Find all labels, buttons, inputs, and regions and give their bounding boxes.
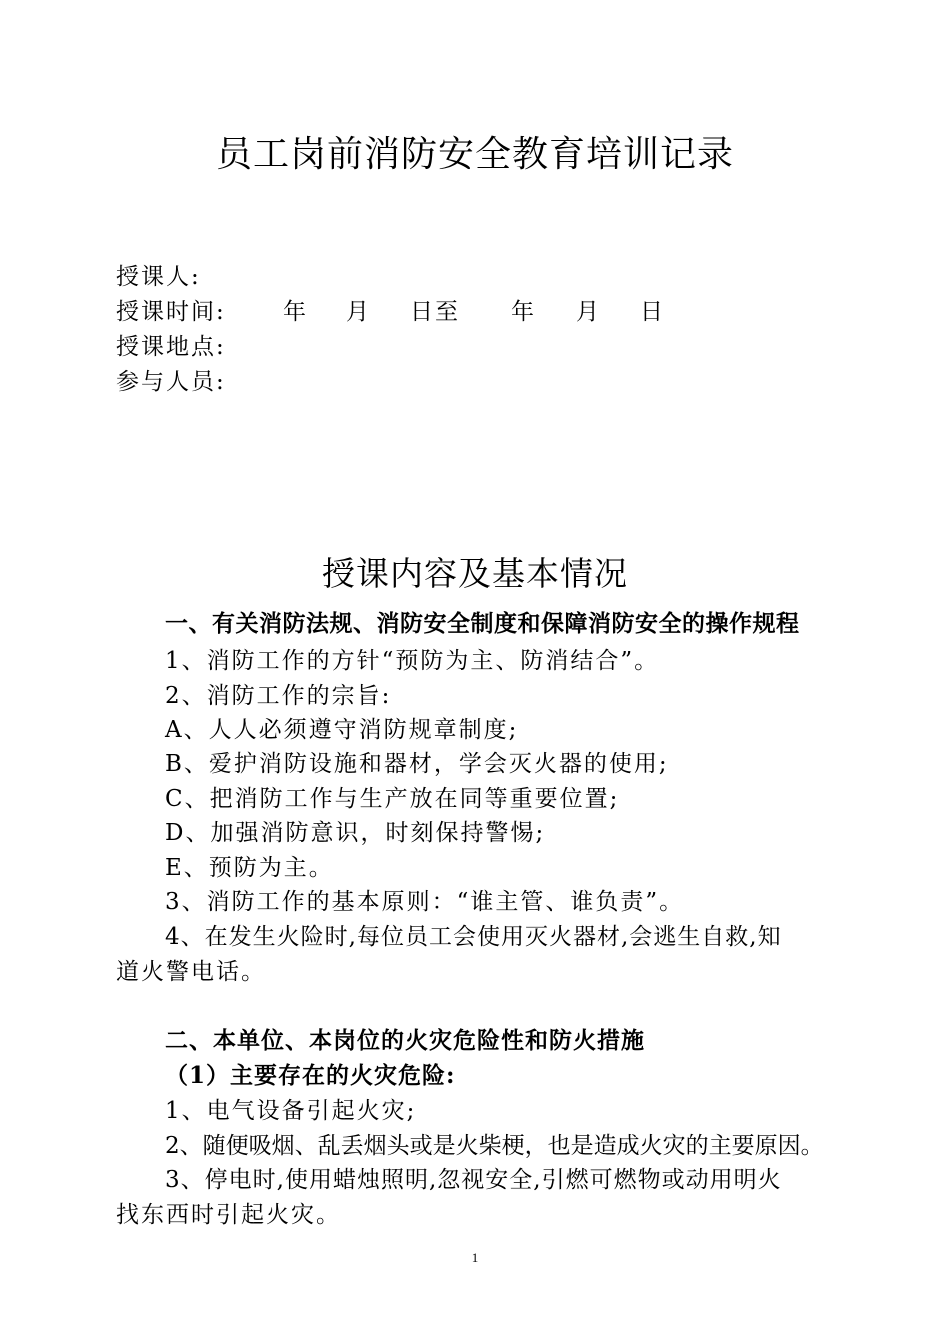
section1-item: 2、消防工作的宗旨: xyxy=(165,683,392,709)
date-month-start: 月 xyxy=(346,299,369,325)
section2-heading: 二、本单位、本岗位的火灾危险性和防火措施 xyxy=(165,1027,645,1054)
date-year-start: 年 xyxy=(283,299,306,325)
time-label: 授课时间: xyxy=(116,299,226,325)
date-month-end: 月 xyxy=(576,299,599,325)
section1-item: A、人人必须遵守消防规章制度; xyxy=(165,717,519,743)
page-number: 1 xyxy=(471,1250,479,1265)
section1-item: 3、消防工作的基本原则：“谁主管、谁负责”。 xyxy=(165,889,685,915)
section1-heading: 一、有关消防法规、消防安全制度和保障消防安全的操作规程 xyxy=(165,610,800,637)
section1-item4-line2: 道火警电话。 xyxy=(116,959,266,985)
section1-item4-line1: 4、在发生火险时,每位员工会使用灭火器材,会逃生自救,知 xyxy=(165,924,782,950)
date-day-start: 日至 xyxy=(410,299,460,325)
section2-subheading: （1）主要存在的火灾危险: xyxy=(165,1062,456,1089)
date-day-end: 日 xyxy=(640,299,663,325)
section1-item: 1、消防工作的方针“预防为主、防消结合”。 xyxy=(165,648,660,674)
section1-item: E、预防为主。 xyxy=(165,855,334,881)
participants-label: 参与人员: xyxy=(116,369,226,395)
lecturer-label: 授课人: xyxy=(116,264,201,290)
section2-item2: 2、随便吸烟、乱丢烟头或是火柴梗，也是造成火灾的主要原因。 xyxy=(165,1133,824,1159)
document-title: 员工岗前消防安全教育培训记录 xyxy=(215,134,734,175)
section2-item3-line2: 找东西时引起火灾。 xyxy=(116,1202,341,1228)
section1-item: B、爱护消防设施和器材，学会灭火器的使用; xyxy=(165,751,669,777)
date-year-end: 年 xyxy=(511,299,534,325)
section1-item: C、把消防工作与生产放在同等重要位置; xyxy=(165,786,620,812)
location-label: 授课地点: xyxy=(116,334,226,360)
section2-item1: 1、电气设备引起火灾; xyxy=(165,1098,417,1124)
content-heading: 授课内容及基本情况 xyxy=(322,554,628,593)
section2-item3-line1: 3、停电时,使用蜡烛照明,忽视安全,引燃可燃物或动用明火 xyxy=(165,1167,782,1193)
section1-item: D、加强消防意识，时刻保持警惕; xyxy=(165,820,546,846)
